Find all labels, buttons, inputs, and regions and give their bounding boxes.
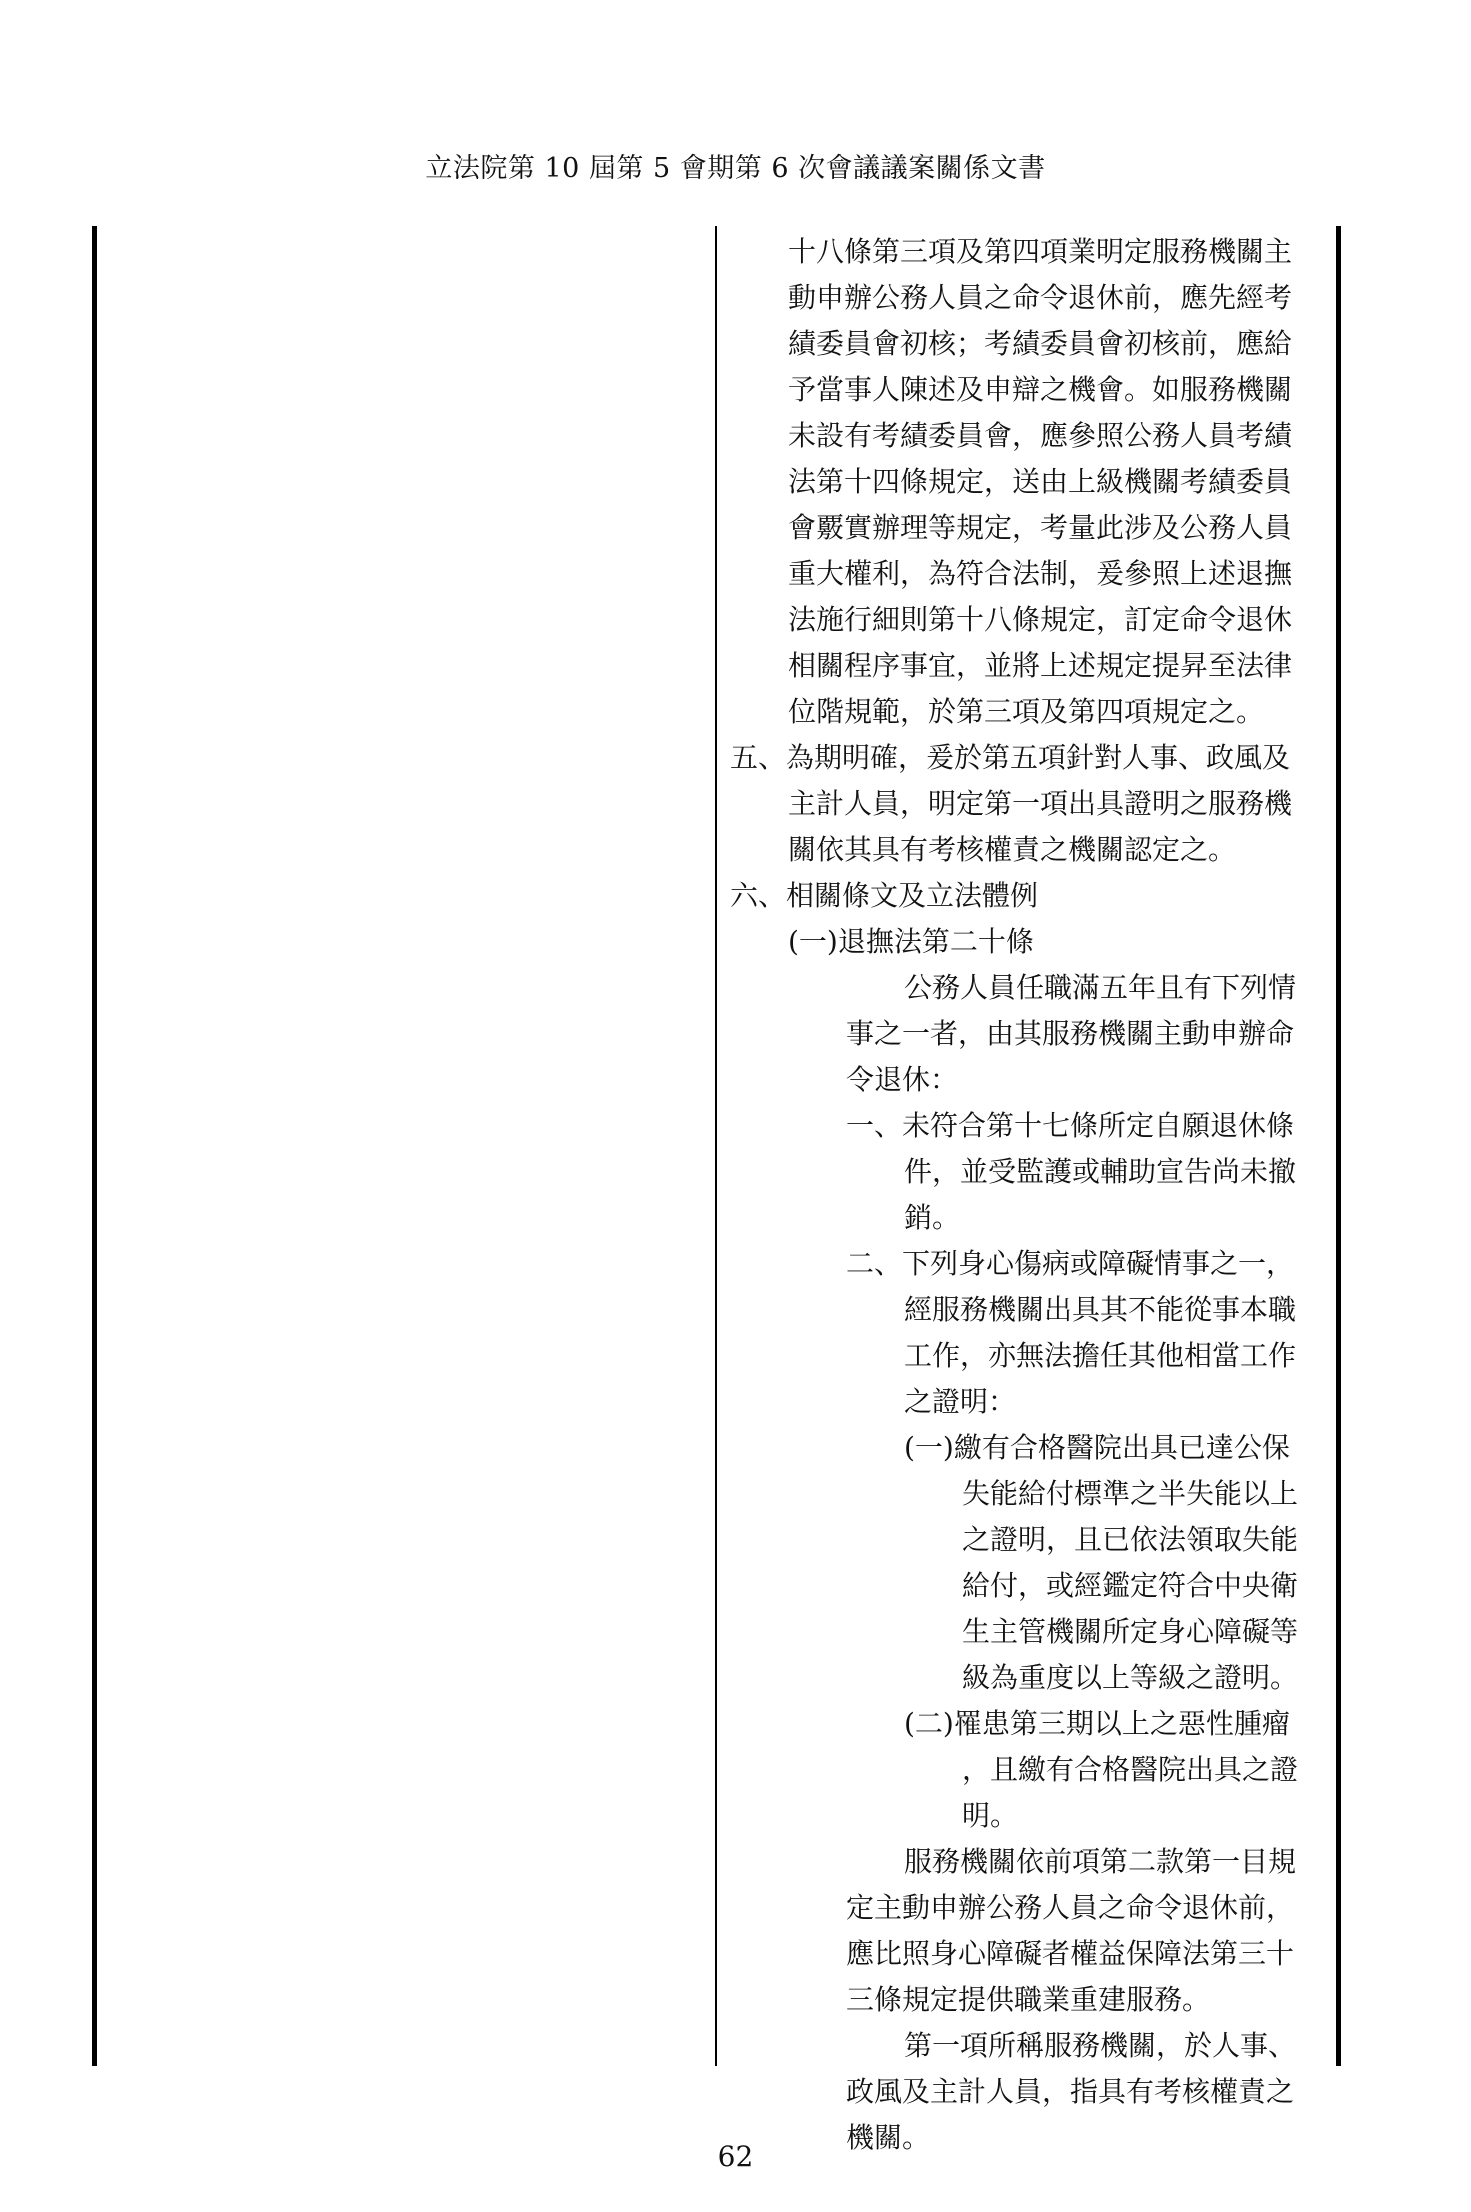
text-line: 應比照身心障礙者權益保障法第三十	[846, 1937, 1295, 1970]
text-line: ，且繳有合格醫院出具之證	[962, 1753, 1299, 1786]
column-divider-line	[715, 226, 717, 2066]
page-header: 立法院第 10 屆第 5 會期第 6 次會議議案關係文書	[425, 153, 1046, 184]
text-line: 法第十四條規定，送由上級機關考績委員	[788, 465, 1293, 498]
text-line: 之證明，且已依法領取失能	[962, 1523, 1299, 1556]
text-line: (一)繳有合格醫院出具已達公保	[904, 1431, 1290, 1464]
text-line: 定主動申辦公務人員之命令退休前，	[846, 1891, 1295, 1924]
text-line: (二)罹患第三期以上之惡性腫瘤	[904, 1707, 1290, 1740]
text-line: 之證明：	[904, 1385, 1017, 1418]
text-line: 未設有考績委員會，應參照公務人員考績	[788, 419, 1293, 452]
text-line: 二、下列身心傷病或障礙情事之一，	[846, 1247, 1295, 1280]
text-line: 予當事人陳述及申辯之機會。如服務機關	[788, 373, 1293, 406]
text-line: 生主管機關所定身心障礙等	[962, 1615, 1299, 1648]
text-line: 五、為期明確，爰於第五項針對人事、政風及	[730, 741, 1291, 774]
text-line: 令退休：	[846, 1063, 959, 1096]
text-line: 公務人員任職滿五年且有下列情	[904, 971, 1297, 1004]
text-line: 給付，或經鑑定符合中央衛	[962, 1569, 1299, 1602]
text-line: 會覈實辦理等規定，考量此涉及公務人員	[788, 511, 1293, 544]
text-line: 相關程序事宜，並將上述規定提昇至法律	[788, 649, 1293, 682]
text-line: 事之一者，由其服務機關主動申辦命	[846, 1017, 1295, 1050]
text-line: 位階規範，於第三項及第四項規定之。	[788, 695, 1265, 728]
text-line: 件，並受監護或輔助宣告尚未撤	[904, 1155, 1297, 1188]
text-line: 機關。	[846, 2121, 931, 2154]
text-line: 重大權利，為符合法制，爰參照上述退撫	[788, 557, 1293, 590]
text-line: 銷。	[904, 1201, 961, 1234]
text-line: 經服務機關出具其不能從事本職	[904, 1293, 1297, 1326]
text-line: 政風及主計人員，指具有考核權責之	[846, 2075, 1295, 2108]
page-number: 62	[717, 2140, 754, 2173]
text-line: 六、相關條文及立法體例	[730, 879, 1039, 912]
text-line: 動申辦公務人員之命令退休前，應先經考	[788, 281, 1293, 314]
text-line: 主計人員，明定第一項出具證明之服務機	[788, 787, 1293, 820]
text-line: 十八條第三項及第四項業明定服務機關主	[788, 235, 1293, 268]
text-line: 關依其具有考核權責之機關認定之。	[788, 833, 1237, 866]
text-line: 三條規定提供職業重建服務。	[846, 1983, 1211, 2016]
text-line: 工作，亦無法擔任其他相當工作	[904, 1339, 1297, 1372]
text-line: 級為重度以上等級之證明。	[962, 1661, 1299, 1694]
left-border-line	[92, 226, 97, 2066]
text-line: 第一項所稱服務機關，於人事、	[904, 2029, 1297, 2062]
text-line: 失能給付標準之半失能以上	[962, 1477, 1299, 1510]
text-line: 明。	[962, 1799, 1019, 1832]
text-line: 一、未符合第十七條所定自願退休條	[846, 1109, 1295, 1142]
text-line: 績委員會初核；考績委員會初核前，應給	[788, 327, 1293, 360]
right-border-line	[1336, 226, 1341, 2066]
text-line: 服務機關依前項第二款第一目規	[904, 1845, 1297, 1878]
text-line: 法施行細則第十八條規定，訂定命令退休	[788, 603, 1293, 636]
text-line: (一)退撫法第二十條	[788, 925, 1034, 958]
